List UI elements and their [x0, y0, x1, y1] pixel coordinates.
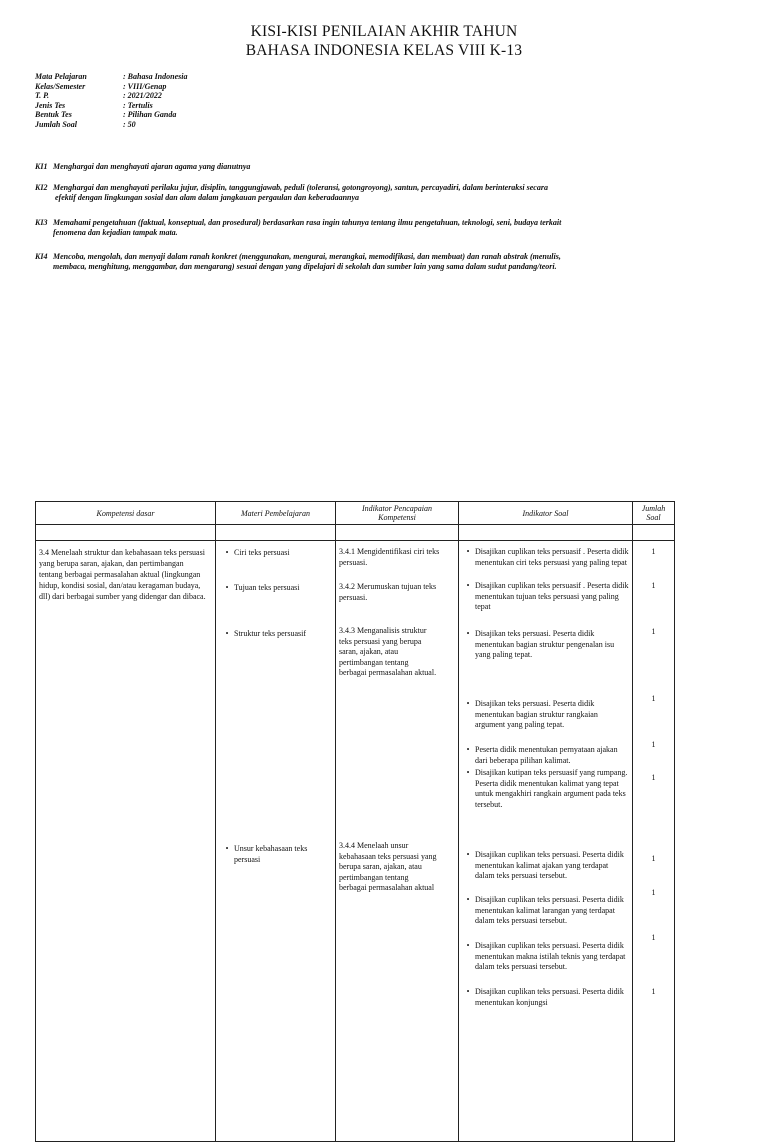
spacer-cell: [336, 525, 459, 541]
bullet-icon: •: [466, 895, 470, 904]
jumlah-value: 1: [651, 581, 656, 590]
soal-item: • Disajikan cuplikan teks persuasif . Peserta didik menentukan ciri teks persuasi yang paling tepat: [461, 547, 631, 568]
materi-cell: [216, 541, 336, 1142]
bullet-icon: •: [466, 850, 470, 859]
header-jumlah-line2: Soal: [646, 513, 661, 522]
table-header-row: [36, 502, 675, 525]
soal-item: • Disajikan cuplikan teks persuasif . Peserta didik menentukan tujuan teks persuasi yang paling tepat: [461, 581, 631, 613]
ipk-item: 3.4.1 Mengidentifikasi ciri teks persuasi.: [339, 547, 440, 567]
materi-item: • Struktur teks persuasif: [220, 628, 310, 639]
bullet-icon: •: [225, 548, 229, 557]
soal-item: • Disajikan teks persuasi. Peserta didik menentukan bagian struktur rangkaian argument yang paling tepat.: [461, 699, 627, 731]
table-row: [36, 541, 675, 1142]
header-kompetensi-dasar: Kompetensi dasar: [36, 502, 216, 525]
meta-value: : Tertulis: [123, 100, 153, 110]
jumlah-value: 1: [651, 740, 656, 749]
header-indikator-soal: Indikator Soal: [459, 502, 633, 525]
soal-item: • Disajikan cuplikan teks persuasi. Peserta didik menentukan kalimat ajakan yang terdapat dalam teks persuasi tersebut.: [461, 850, 627, 882]
ki-number: KI3: [35, 218, 48, 227]
ki4-statement: [35, 252, 703, 272]
document-title-line2: BAHASA INDONESIA KELAS VIII K-13: [245, 42, 523, 59]
soal-item: • Disajikan teks persuasi. Peserta didik menentukan bagian struktur pengenalan isu yang paling tepat.: [461, 629, 627, 661]
spacer-cell: [216, 525, 336, 541]
meta-label: Mata Pelajaran: [35, 72, 87, 81]
ipk-item: 3.4.2 Merumuskan tujuan teks persuasi.: [339, 582, 437, 602]
jumlah-value: 1: [651, 933, 656, 942]
materi-item: • Tujuan teks persuasi: [220, 582, 332, 593]
meta-label: Jenis Tes: [35, 100, 66, 110]
kd-text: 3.4 Menelaah struktur dan kebahasaan teks persuasi yang berupa saran, ajakan, dan pertimbangan tentang berbagai permasalahan aktual (lingkungan hidup, kondisi sosial, dan/atau keragaman budaya, dll) dari berbagai sumber yang didengar dan dibaca.: [39, 548, 206, 601]
ki-number: KI2: [35, 183, 48, 192]
document-title-line1: KISI-KISI PENILAIAN AKHIR TAHUN: [250, 23, 518, 40]
meta-row: [35, 120, 335, 130]
ipk-cell: [336, 541, 459, 1142]
ki1-statement: [35, 162, 703, 172]
bullet-icon: •: [466, 768, 470, 777]
header-jumlah-soal: [633, 502, 675, 525]
soal-item: • Disajikan cuplikan teks persuasi. Peserta didik menentukan makna istilah teknis yang terdapat dalam teks persuasi tersebut.: [461, 941, 631, 973]
spacer-cell: [459, 525, 633, 541]
meta-row: [35, 110, 335, 120]
jumlah-value: 1: [651, 773, 656, 782]
ki-text-line2: efektif dengan lingkungan sosial dan alam dalam jangkauan pergaulan dan keberadaannya: [55, 193, 360, 202]
meta-value: : Pilihan Ganda: [123, 110, 177, 119]
bullet-icon: •: [225, 629, 229, 638]
meta-value: : Bahasa Indonesia: [123, 72, 188, 81]
kd-cell: [36, 541, 216, 1142]
table-spacer-row: [36, 525, 675, 541]
document-meta: [35, 72, 335, 129]
materi-item: • Unsur kebahasaan teks persuasi: [220, 843, 310, 865]
ki-text-line1: Memahami pengetahuan (faktual, konseptual, dan prosedural) berdasarkan rasa ingin tahunya tentang ilmu pengetahuan, teknologi, seni, budaya terkait: [53, 218, 562, 227]
meta-label: Kelas/Semester: [35, 81, 86, 91]
jumlah-value: 1: [651, 987, 656, 996]
meta-row: [35, 72, 335, 82]
ki-text-line1: Menghargai dan menghayati perilaku jujur, disiplin, tanggungjawab, peduli (toleransi, gotongroyong), santun, percayadiri, dalam berinteraksi secara: [53, 183, 548, 192]
soal-item: • Disajikan cuplikan teks persuasi. Peserta didik menentukan kalimat larangan yang terdapat dalam teks persuasi tersebut.: [461, 895, 627, 927]
header-ipk-line2: Kompetensi: [378, 513, 416, 522]
bullet-icon: •: [466, 629, 470, 638]
meta-value: : 50: [123, 119, 136, 129]
ipk-item: 3.4.4 Menelaah unsur kebahasaan teks persuasi yang berupa saran, ajakan, atau pertimbangan tentang berbagai permasalahan aktual: [339, 841, 437, 892]
meta-value: : VIII/Genap: [123, 81, 167, 91]
ki-text-line2: membaca, menghitung, menggambar, dan mengarang) sesuai dengan yang dipelajari di sekolah dan sumber lain yang sama dalam sudut pandang/teori.: [53, 262, 557, 271]
bullet-icon: •: [466, 941, 470, 950]
meta-label: Jumlah Soal: [35, 119, 78, 129]
soal-item: • Disajikan cuplikan teks persuasi. Peserta didik menentukan konjungsi: [461, 987, 627, 1008]
meta-value: : 2021/2022: [123, 91, 162, 100]
jumlah-value: 1: [651, 694, 656, 703]
meta-label: Bentuk Tes: [35, 110, 72, 119]
ipk-item: 3.4.3 Menganalisis struktur teks persuasi yang berupa saran, ajakan, atau pertimbangan tentang berbagai permasalahan aktual.: [339, 626, 437, 677]
header-ipk-line1: Indikator Pencapaian: [362, 504, 432, 513]
header-indikator-pencapaian: [336, 502, 459, 525]
jumlah-value: 1: [651, 627, 656, 636]
jumlah-value: 1: [651, 888, 656, 897]
ki-text: Menghargai dan menghayati ajaran agama yang dianutnya: [53, 162, 251, 171]
soal-cell: [459, 541, 633, 1142]
ki2-statement: [35, 183, 703, 203]
spacer-cell: [633, 525, 675, 541]
ki-text-line2: fenomena dan kejadian tampak mata.: [53, 228, 178, 237]
jumlah-value: 1: [651, 854, 656, 863]
ki3-statement: [35, 218, 703, 238]
materi-item: • Ciri teks persuasi: [220, 547, 332, 558]
ki-number: KI1: [35, 162, 48, 171]
bullet-icon: •: [225, 583, 229, 592]
bullet-icon: •: [466, 547, 470, 556]
kisi-kisi-table: [35, 501, 675, 1142]
bullet-icon: •: [466, 699, 470, 708]
header-jumlah-line1: Jumlah: [641, 504, 666, 513]
meta-row: [35, 91, 335, 101]
meta-row: [35, 82, 335, 92]
meta-row: [35, 101, 335, 111]
bullet-icon: •: [466, 987, 470, 996]
soal-item: • Peserta didik menentukan pernyataan ajakan dari beberapa pilihan kalimat.: [461, 745, 631, 766]
bullet-icon: •: [466, 581, 470, 590]
header-materi-pembelajaran: Materi Pembelajaran: [216, 502, 336, 525]
spacer-cell: [36, 525, 216, 541]
ki-number: KI4: [35, 252, 48, 261]
bullet-icon: •: [225, 844, 229, 853]
bullet-icon: •: [466, 745, 470, 754]
soal-item: • Disajikan kutipan teks persuasif yang rumpang. Peserta didik menentukan kalimat yang tepat untuk mengakhiri rangkain argument pada teks tersebut.: [461, 768, 631, 810]
ki-text-line1: Mencoba, mengolah, dan menyaji dalam ranah konkret (menggunakan, mengurai, merangkai, memodifikasi, dan membuat) dan ranah abstrak (menulis,: [53, 252, 561, 261]
jumlah-cell: [633, 541, 675, 1142]
meta-label: T. P.: [35, 91, 50, 100]
jumlah-value: 1: [651, 547, 656, 556]
